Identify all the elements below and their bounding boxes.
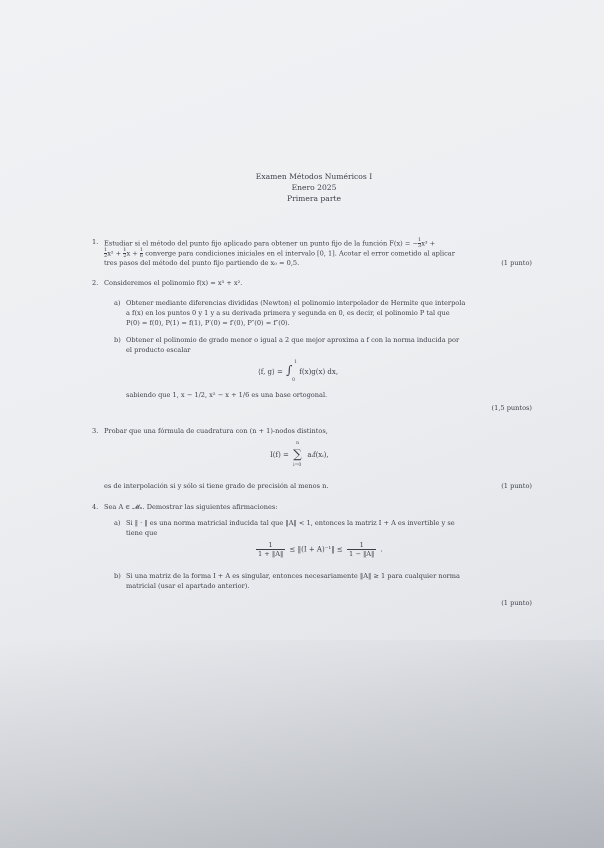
q2b-line1: Obtener el polinomio de grado menor o igual a 2 que mejor aproxima a f con la norma inducida por bbox=[126, 336, 460, 344]
q1-line2: $\frac{1}{2}$ x² + $\frac{1}{2}$ x + $\frac{1}{6}$ converge para condiciones iniciales en el intervalo [0, 1]. Acotar el error cometido al aplicar bbox=[104, 247, 455, 259]
q1-line1: Estudiar si el método del punto fijo aplicado para obtener un punto fijo de la función F(x) = − $\frac{1}{3}$ x³ + bbox=[104, 237, 436, 249]
q2-intro: Consideremos el polinomio f(x) = x³ + x². bbox=[104, 279, 243, 287]
q4-inequality-formula: $\frac{1}{1 + ‖A‖}$ ≤ ‖(I + A)⁻¹‖ ≤ $\frac{1}{1 - ‖A‖}$ . bbox=[258, 541, 383, 558]
q2a-line3: P(0) = f(0), P(1) = f(1), P′(0) = f′(0), P″(0) = f″(0). bbox=[126, 319, 290, 327]
page-shadow bbox=[0, 640, 604, 848]
q1-frac-1: $\frac{1}{3}$ bbox=[418, 237, 422, 249]
q3-quadrature-formula: I(f) = n ∑ i=0 aᵢf(xᵢ), bbox=[270, 441, 329, 468]
q1-frac-4: $\frac{1}{6}$ bbox=[139, 247, 144, 259]
q2a-line1: Obtener mediante diferencias divididas (Newton) el polinomio interpolador de Hermite que interpola bbox=[126, 299, 466, 307]
q2a-line2: a f(x) en los puntos 0 y 1 y a su derivada primera y segunda en 0, es decir, el polinomio P tal que bbox=[126, 309, 450, 317]
q4b-label: b) bbox=[114, 572, 121, 580]
q4b-line1: Si una matriz de la forma I + A es singular, entonces necesariamente ‖A‖ ≥ 1 para cualquier norma bbox=[126, 572, 460, 580]
q4-right-fraction: $\frac{1}{1 - ‖A‖}$ bbox=[349, 541, 375, 558]
q3-points: (1 punto) bbox=[501, 482, 532, 490]
q4-left-fraction: $\frac{1}{1 + ‖A‖}$ bbox=[258, 541, 284, 558]
q2a-label: a) bbox=[114, 299, 121, 307]
q1-points: (1 punto) bbox=[501, 259, 532, 267]
q4a-line1: Si ‖ · ‖ es una norma matricial inducida tal que ‖A‖ < 1, entonces la matriz I + A es invertible y se bbox=[126, 519, 455, 527]
q4a-line2: tiene que bbox=[126, 529, 158, 537]
q2b-line3: sabiendo que 1, x − 1/2, x² − x + 1/6 es una base ortogonal. bbox=[126, 391, 328, 399]
q1-line3: tres pasos del método del punto fijo partiendo de x₀ = 0,5. bbox=[104, 259, 300, 267]
q4b-line2: matricial (usar el apartado anterior). bbox=[126, 582, 250, 590]
q2-points: (1,5 puntos) bbox=[491, 404, 532, 412]
q4-number: 4. bbox=[92, 503, 99, 511]
q1-number: 1. bbox=[92, 238, 99, 246]
q3-line1: Probar que una fórmula de cuadratura con (n + 1)-nodos distintos, bbox=[104, 427, 328, 435]
exam-date: Enero 2025 bbox=[291, 183, 337, 192]
q4a-label: a) bbox=[114, 519, 121, 527]
q4-intro: Sea A ∈ 𝓜ₙ. Demostrar las siguientes afirmaciones: bbox=[104, 503, 278, 511]
q4-points: (1 punto) bbox=[501, 599, 532, 607]
exam-title: Examen Métodos Numéricos I bbox=[255, 172, 373, 181]
q3-line2: es de interpolación si y sólo si tiene grado de precisión al menos n. bbox=[104, 482, 329, 490]
q3-number: 3. bbox=[92, 427, 99, 435]
q1-frac-3: $\frac{1}{2}$ bbox=[123, 247, 127, 259]
q2b-line2: el producto escalar bbox=[126, 346, 191, 354]
q1-frac-2: $\frac{1}{2}$ bbox=[104, 247, 108, 259]
q2b-label: b) bbox=[114, 336, 121, 344]
exam-part: Primera parte bbox=[287, 194, 341, 203]
q2-number: 2. bbox=[92, 279, 99, 287]
q2-inner-product-formula: ⟨f, g⟩ = ∫ 1 0 f(x)g(x) dx, bbox=[258, 360, 339, 383]
